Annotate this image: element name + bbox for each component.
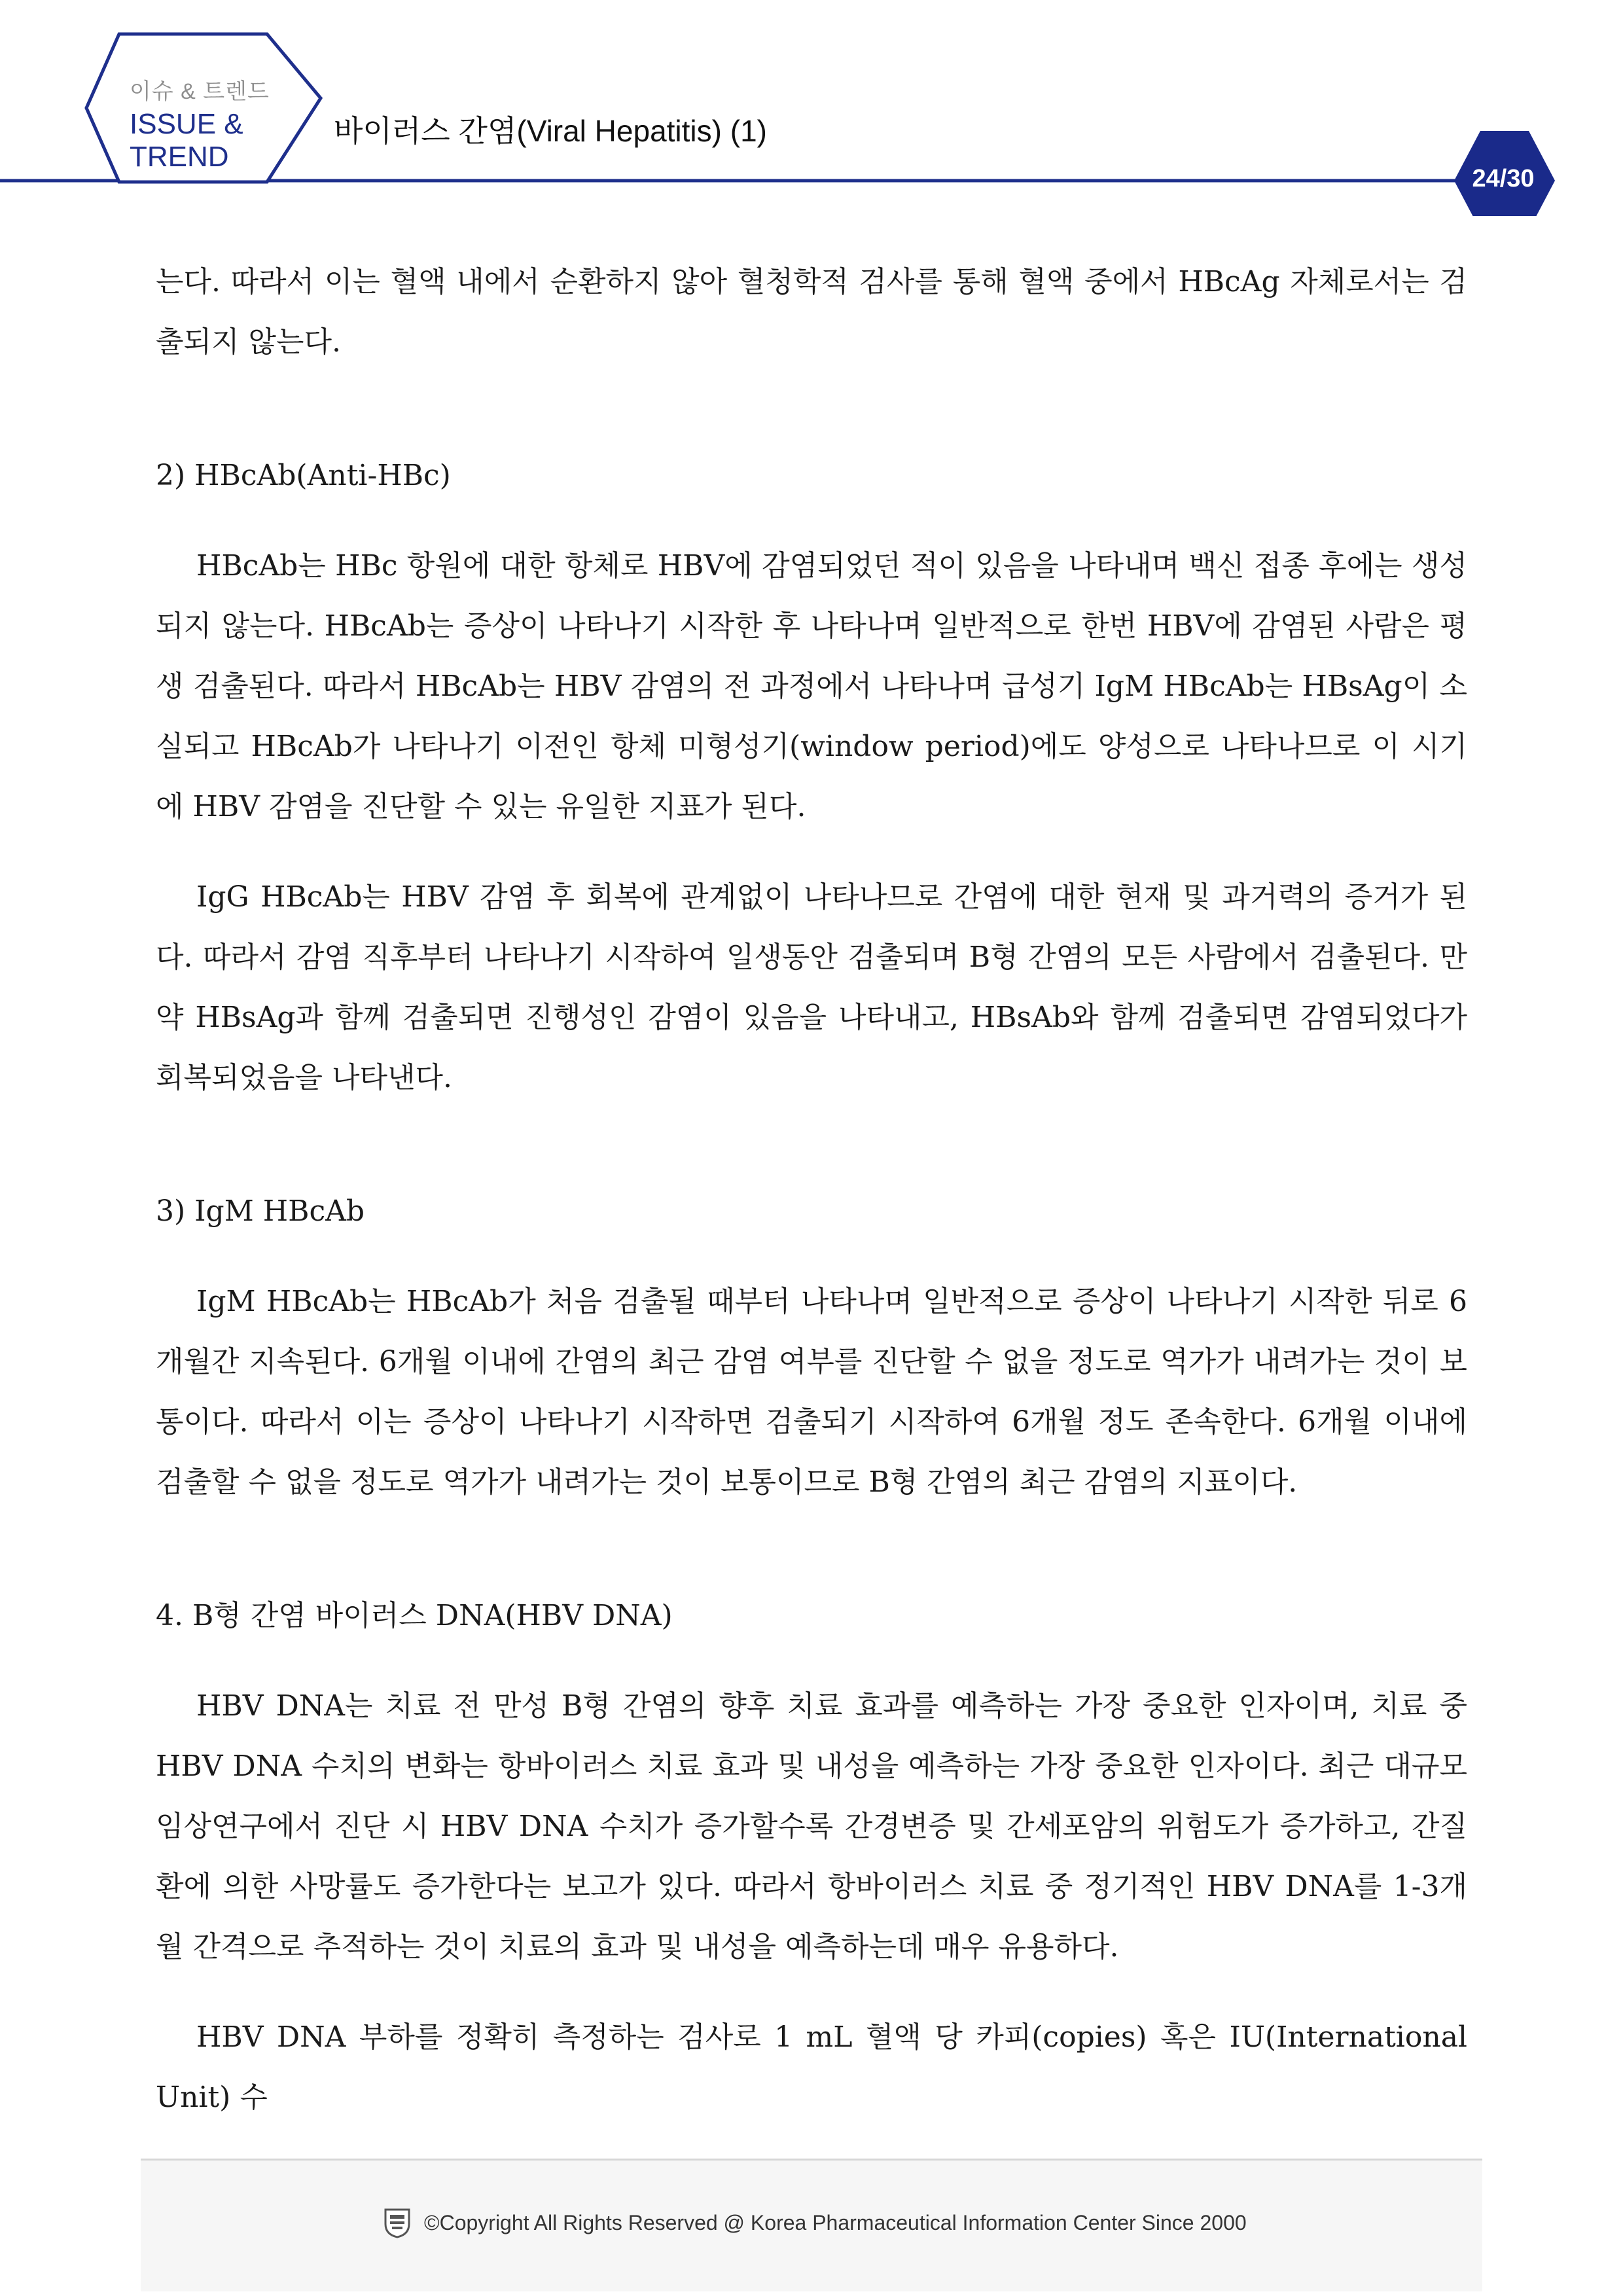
document-body: [156, 252, 1467, 2128]
kpic-logo-icon: [383, 2207, 412, 2238]
paragraph-hbcab: HBcAb는 HBc 항원에 대한 항체로 HBV에 감염되었던 적이 있음을 나타내며 백신 접종 후에는 생성되지 않는다. HBcAb는 증상이 나타나기 시작한 후 나타나며 일반적으로 한번 HBV에 감염된 사람은 평생 검출된다. 따라서 HBcAb는 HBV 감염의 전 과정에서 나타나며 급성기 IgM HBcAb는 HBsAg이 소실되고 HBcAb가 나타나기 이전인 항체 미형성기(window period)에도 양성으로 나타나므로 이 시기에 HBV 감염을 진단할 수 있는 유일한 지표가 된다.: [156, 549, 1467, 823]
paragraph-igg-hbcab: IgG HBcAb는 HBV 감염 후 회복에 관계없이 나타나므로 간염에 대한 현재 및 과거력의 증거가 된다. 따라서 감염 직후부터 나타나기 시작하여 일생동안 검출되며 B형 간염의 모든 사람에서 검출된다. 만약 HBsAg과 함께 검출되면 진행성인 감염이 있음을 나타내고, HBsAb와 함께 검출되면 감염되었다가 회복되었음을 나타낸다.: [156, 880, 1467, 1094]
header-title: 바이러스 간염(Viral Hepatitis) (1): [334, 114, 767, 148]
badge-issue-label: ISSUE &: [130, 108, 243, 140]
footer-copyright: ©Copyright All Rights Reserved @ Korea Pharmaceutical Information Center Since 2000: [424, 2211, 1247, 2234]
paragraph-continued: 는다. 따라서 이는 혈액 내에서 순환하지 않아 혈청학적 검사를 통해 혈액 중에서 HBcAg 자체로서는 검출되지 않는다.: [156, 265, 1467, 359]
page-header: [0, 0, 1623, 216]
paragraph-hbv-dna: HBV DNA는 치료 전 만성 B형 간염의 향후 치료 효과를 예측하는 가장 중요한 인자이며, 치료 중 HBV DNA 수치의 변화는 항바이러스 치료 효과 및 내성을 예측하는 가장 중요한 인자이다. 최근 대규모 임상연구에서 진단 시 HBV DNA 수치가 증가할수록 간경변증 및 간세포암의 위험도가 증가하고, 간질환에 의한 사망률도 증가한다는 보고가 있다. 따라서 항바이러스 치료 중 정기적인 HBV DNA를 1-3개월 간격으로 추적하는 것이 치료의 효과 및 내성을 예측하는데 매우 유용하다.: [156, 1689, 1468, 1964]
section-heading-hbcab: 2) HBcAb(Anti-HBc): [156, 459, 451, 492]
header-graphics: [0, 0, 1623, 216]
badge-korean-label: 이슈 & 트렌드: [130, 79, 270, 104]
paragraph-igm-hbcab: IgM HBcAb는 HBcAb가 처음 검출될 때부터 나타나며 일반적으로 증상이 나타나기 시작한 뒤로 6개월간 지속된다. 6개월 이내에 간염의 최근 감염 여부를 진단할 수 없을 정도로 역가가 내려가는 것이 보통이다. 따라서 이는 증상이 나타나기 시작하면 검출되기 시작하여 6개월 정도 존속한다. 6개월 이내에 검출할 수 없을 정도로 역가가 내려가는 것이 보통이므로 B형 간염의 최근 감염의 지표이다.: [156, 1285, 1468, 1499]
badge-trend-label: TREND: [130, 141, 229, 173]
page-number: 24/30: [1472, 165, 1535, 192]
section-heading-hbv-dna: 4. B형 간염 바이러스 DNA(HBV DNA): [156, 1599, 673, 1632]
section-heading-igm-hbcab: 3) IgM HBcAb: [156, 1194, 365, 1228]
paragraph-hbv-dna-load: HBV DNA 부하를 정확히 측정하는 검사로 1 mL 혈액 당 카피(copies) 혹은 IU(International Unit) 수: [156, 2020, 1467, 2114]
